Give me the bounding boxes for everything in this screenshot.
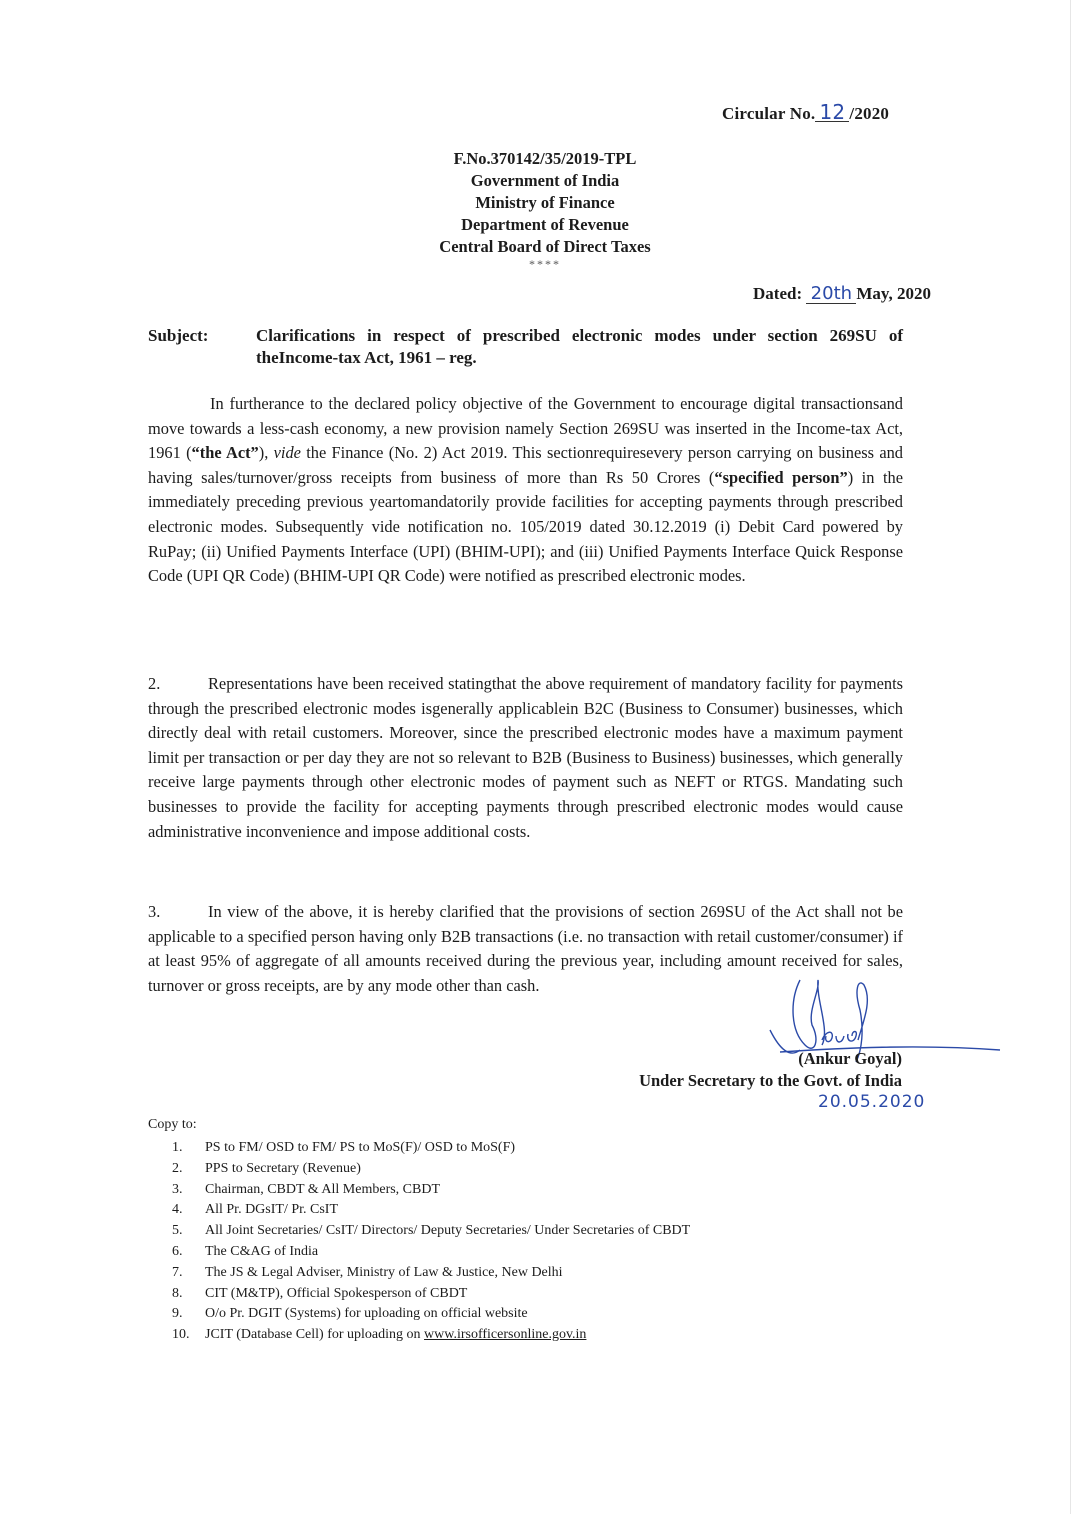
date-line <box>753 284 931 304</box>
website-link[interactable]: www.irsofficersonline.gov.in <box>424 1327 587 1343</box>
copy-to-list <box>172 1138 690 1346</box>
copy-to-label: Copy to: <box>148 1117 197 1132</box>
list-item <box>172 1180 690 1201</box>
item-text: All Pr. DGsIT/ Pr. CsIT <box>205 1202 339 1218</box>
item-number: 2. <box>172 1160 183 1176</box>
item-number: 7. <box>172 1264 183 1280</box>
item-text: The JS & Legal Adviser, Ministry of Law & Justice, New Delhi <box>205 1264 563 1280</box>
list-item <box>172 1284 690 1305</box>
item-number: 9. <box>172 1306 183 1322</box>
subject-line <box>148 325 903 369</box>
handwritten-day: 20th <box>806 285 856 304</box>
paragraph-text: In view of the above, it is hereby clarified that the provisions of section 269SU of the Act shall not be applicable to a specified person having only B2B transactions (i.e. no transaction with retail customer/consumer) if at least 95% of aggregate of all amounts received during the previous year, including amount received for sales, turnover or gross receipts, are by any mode other than cash. <box>148 902 903 995</box>
paragraph-2 <box>148 672 903 844</box>
list-item <box>172 1200 690 1221</box>
govt-line: Government of India <box>470 171 620 190</box>
list-item <box>172 1138 690 1159</box>
item-text: O/o Pr. DGIT (Systems) for uploading on official website <box>205 1306 528 1322</box>
item-text: JCIT (Database Cell) for uploading on <box>205 1327 421 1343</box>
subject-label: Subject: <box>148 326 209 345</box>
board-line: Central Board of Direct Taxes <box>439 237 651 256</box>
item-number: 3. <box>172 1181 183 1197</box>
item-number: 4. <box>172 1202 183 1218</box>
item-text: PS to FM/ OSD to FM/ PS to MoS(F)/ OSD to MoS(F) <box>205 1140 516 1155</box>
p1-text-d: ) in the immediately preceding previous yeartomandatorily provide facilities for accepting payments through prescribed electronic modes. Subsequently vide notification no. 105/2019 dated 30.12.2019 (i) Debit Card powered by RuPay; (ii) Unified Payments Interface (UPI) (BHIM-UPI); and (iii) Unified Payments Interface Quick Response Code (UPI QR Code) (BHIM-UPI QR Code) were notified as prescribed electronic modes. <box>148 467 903 586</box>
file-number: F.No.370142/35/2019-TPL <box>453 149 637 168</box>
p1-italic-vide: vide <box>273 443 301 463</box>
paragraph-number: 2. <box>148 674 161 693</box>
page-edge <box>1070 0 1071 1514</box>
p1-bold-the-act: “the Act” <box>191 443 259 463</box>
letterhead <box>380 148 710 270</box>
department-line: Department of Revenue <box>461 215 629 234</box>
dated-month-year: May, 2020 <box>856 284 931 303</box>
circular-label: Circular No. <box>722 104 816 123</box>
p1-text-c: the Finance (No. 2) Act 2019. This sectionrequiresevery person carrying on business and having sales/turnover/gross receipts from business of more than Rs 50 Crores ( <box>148 443 903 487</box>
dated-label: Dated: <box>753 284 803 303</box>
list-item <box>172 1263 690 1284</box>
paragraph-number: 3. <box>148 902 161 921</box>
item-number: 6. <box>172 1243 183 1259</box>
handwritten-signature-date: 20.05.2020 <box>818 1092 926 1112</box>
signatory-name: (Ankur Goyal) <box>798 1049 902 1068</box>
item-number: 1. <box>172 1140 183 1155</box>
list-item <box>172 1221 690 1242</box>
item-text: All Joint Secretaries/ CsIT/ Directors/ Deputy Secretaries/ Under Secretaries of CBDT <box>205 1223 691 1239</box>
list-item <box>172 1242 690 1263</box>
p1-bold-specified-person: “specified person” <box>714 467 848 487</box>
signatory-designation: Under Secretary to the Govt. of India <box>639 1071 902 1090</box>
p1-text-a: In furtherance to the declared policy objective of the Government to encourage digital transactionsand move towards a less-cash economy, a new provision namely Section 269SU was inserted in the Income-tax Act, 1961 ( <box>148 394 903 463</box>
handwritten-circular-number: 12 <box>815 103 849 122</box>
item-number: 8. <box>172 1285 183 1301</box>
item-number: 10. <box>172 1327 190 1343</box>
list-item <box>172 1304 690 1325</box>
list-item <box>172 1159 690 1180</box>
list-item <box>172 1325 690 1346</box>
paragraph-text: Representations have been received statingthat the above requirement of mandatory facility for payments through the prescribed electronic modes isgenerally applicablein B2C (Business to Consumer) businesses, which directly deal with retail customers. Moreover, since the prescribed electronic modes have a maximum payment limit per transaction or per day they are not so relevant to B2B (Business to Business) businesses, which generally receive large payments through other electronic modes of payment such as NEFT or RTGS. Mandating such businesses to provide the facility for accepting payments through prescribed electronic modes would cause administrative inconvenience and impose additional costs. <box>148 674 903 841</box>
circular-year: /2020 <box>849 104 890 123</box>
signatory-block <box>560 1048 902 1092</box>
item-text: The C&AG of India <box>205 1243 319 1259</box>
separator-stars: **** <box>529 257 561 271</box>
subject-text: Clarifications in respect of prescribed electronic modes under section 269SU of theIncome-tax Act, 1961 – reg. <box>256 326 903 367</box>
item-text: Chairman, CBDT & All Members, CBDT <box>205 1181 441 1197</box>
p1-text-b: ), <box>258 443 274 463</box>
item-number: 5. <box>172 1223 183 1239</box>
item-text: CIT (M&TP), Official Spokesperson of CBDT <box>205 1285 468 1301</box>
item-text: PPS to Secretary (Revenue) <box>205 1160 361 1176</box>
paragraph-1 <box>148 392 903 589</box>
ministry-line: Ministry of Finance <box>475 193 615 212</box>
circular-number <box>722 100 890 124</box>
